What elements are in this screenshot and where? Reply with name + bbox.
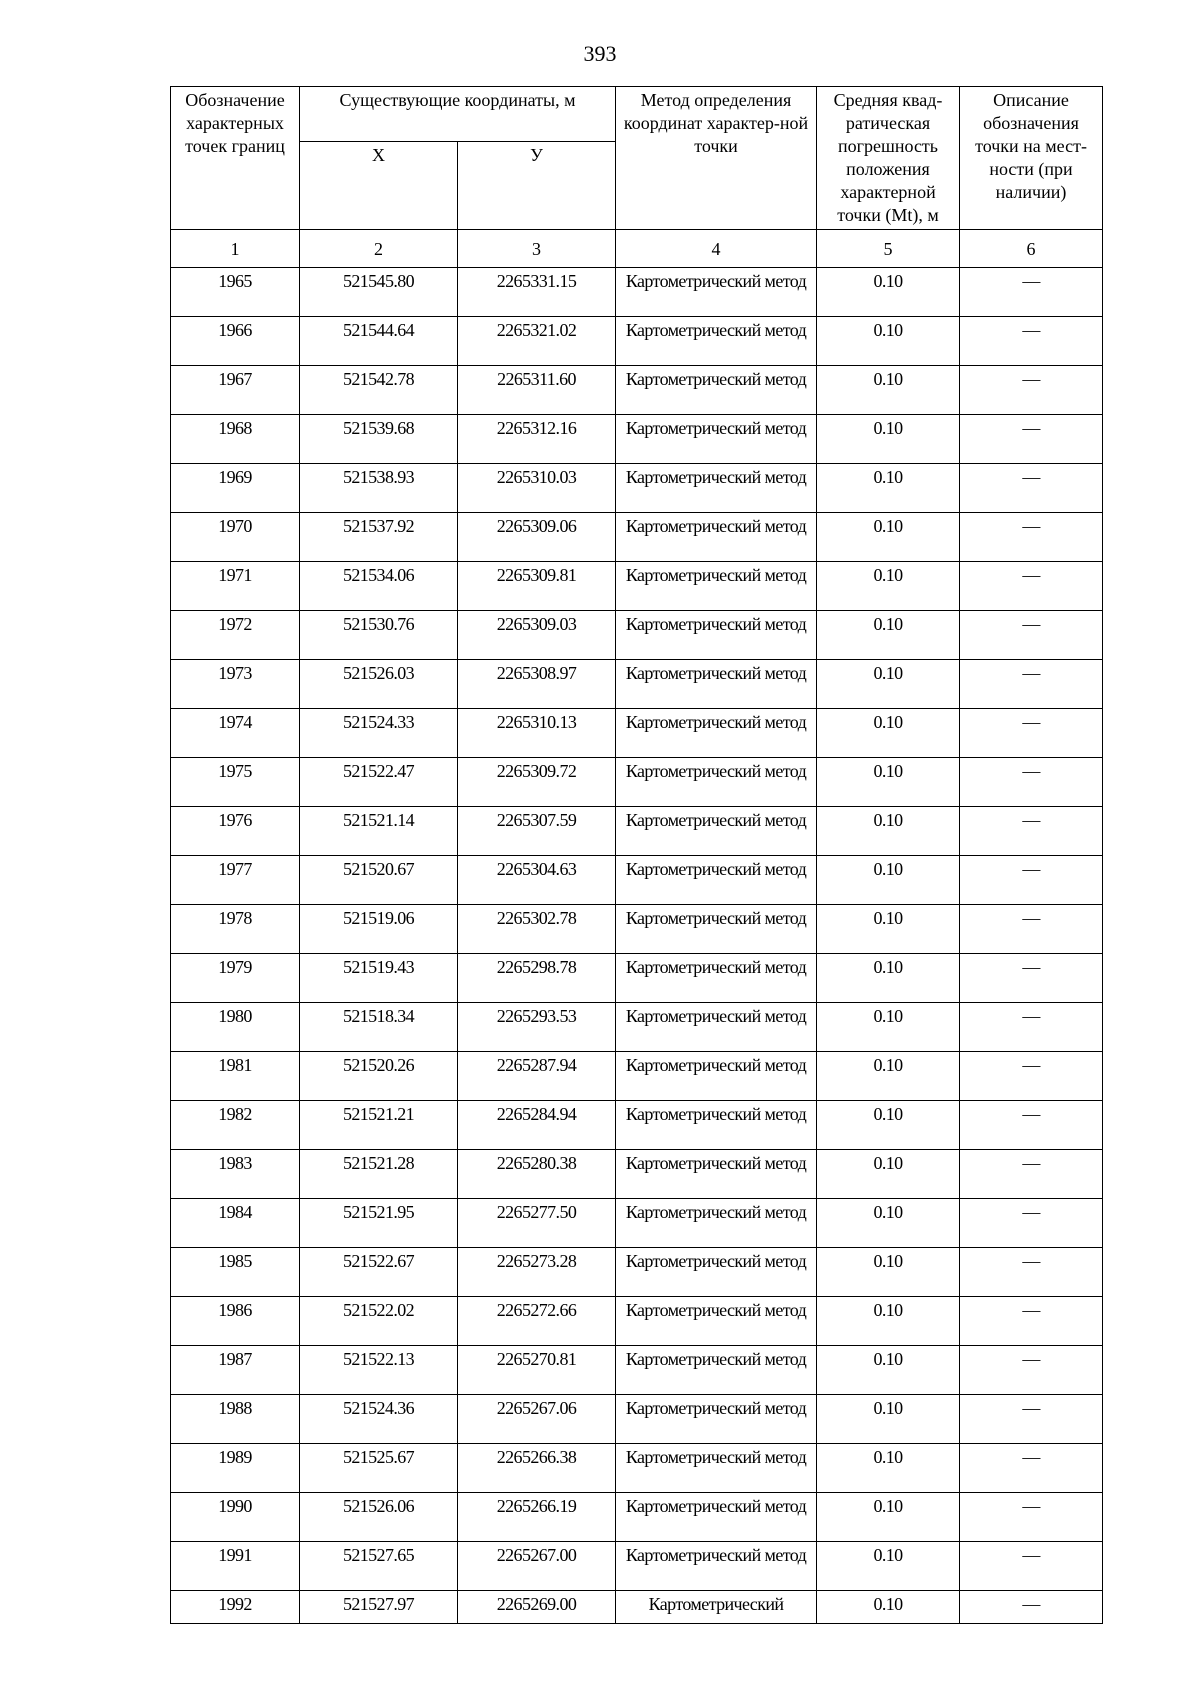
- point-id-cell: 1989: [171, 1444, 300, 1493]
- y-coordinate-cell: 2265298.78: [458, 954, 616, 1003]
- y-coordinate-cell: 2265273.28: [458, 1248, 616, 1297]
- x-coordinate-cell: 521521.95: [300, 1199, 458, 1248]
- error-cell: 0.10: [817, 268, 960, 317]
- method-cell: Картометрический метод: [616, 415, 817, 464]
- description-cell: —: [960, 905, 1103, 954]
- point-id-cell: 1992: [171, 1591, 300, 1624]
- method-cell: Картометрический метод: [616, 611, 817, 660]
- x-coordinate-cell: 521524.33: [300, 709, 458, 758]
- method-cell: Картометрический метод: [616, 856, 817, 905]
- method-cell: Картометрический метод: [616, 562, 817, 611]
- table-row: [171, 856, 1103, 905]
- point-id-cell: 1966: [171, 317, 300, 366]
- description-cell: —: [960, 856, 1103, 905]
- description-cell: —: [960, 1150, 1103, 1199]
- header-y: У: [458, 142, 616, 230]
- x-coordinate-cell: 521539.68: [300, 415, 458, 464]
- x-coordinate-cell: 521521.28: [300, 1150, 458, 1199]
- method-cell: Картометрический метод: [616, 1101, 817, 1150]
- error-cell: 0.10: [817, 464, 960, 513]
- y-coordinate-cell: 2265267.06: [458, 1395, 616, 1444]
- x-coordinate-cell: 521542.78: [300, 366, 458, 415]
- description-cell: —: [960, 1199, 1103, 1248]
- method-cell: Картометрический метод: [616, 1346, 817, 1395]
- column-number: 1: [171, 230, 300, 268]
- point-id-cell: 1979: [171, 954, 300, 1003]
- y-coordinate-cell: 2265266.38: [458, 1444, 616, 1493]
- y-coordinate-cell: 2265309.72: [458, 758, 616, 807]
- x-coordinate-cell: 521534.06: [300, 562, 458, 611]
- x-coordinate-cell: 521525.67: [300, 1444, 458, 1493]
- x-coordinate-cell: 521544.64: [300, 317, 458, 366]
- description-cell: —: [960, 562, 1103, 611]
- method-cell: Картометрический метод: [616, 1395, 817, 1444]
- table-row: [171, 709, 1103, 758]
- description-cell: —: [960, 1591, 1103, 1624]
- y-coordinate-cell: 2265310.13: [458, 709, 616, 758]
- x-coordinate-cell: 521520.67: [300, 856, 458, 905]
- table-row: [171, 1297, 1103, 1346]
- method-cell: Картометрический метод: [616, 464, 817, 513]
- description-cell: —: [960, 758, 1103, 807]
- table-row: [171, 464, 1103, 513]
- y-coordinate-cell: 2265280.38: [458, 1150, 616, 1199]
- description-cell: —: [960, 464, 1103, 513]
- x-coordinate-cell: 521545.80: [300, 268, 458, 317]
- description-cell: —: [960, 1297, 1103, 1346]
- y-coordinate-cell: 2265277.50: [458, 1199, 616, 1248]
- table-row: [171, 562, 1103, 611]
- description-cell: —: [960, 954, 1103, 1003]
- error-cell: 0.10: [817, 611, 960, 660]
- error-cell: 0.10: [817, 1493, 960, 1542]
- table-row: [171, 758, 1103, 807]
- x-coordinate-cell: 521522.13: [300, 1346, 458, 1395]
- error-cell: 0.10: [817, 1248, 960, 1297]
- point-id-cell: 1972: [171, 611, 300, 660]
- point-id-cell: 1980: [171, 1003, 300, 1052]
- x-coordinate-cell: 521537.92: [300, 513, 458, 562]
- error-cell: 0.10: [817, 856, 960, 905]
- method-cell: Картометрический метод: [616, 1444, 817, 1493]
- column-number: 4: [616, 230, 817, 268]
- error-cell: 0.10: [817, 366, 960, 415]
- error-cell: 0.10: [817, 415, 960, 464]
- table-row: [171, 1150, 1103, 1199]
- y-coordinate-cell: 2265269.00: [458, 1591, 616, 1624]
- description-cell: —: [960, 1248, 1103, 1297]
- y-coordinate-cell: 2265267.00: [458, 1542, 616, 1591]
- y-coordinate-cell: 2265321.02: [458, 317, 616, 366]
- error-cell: 0.10: [817, 1591, 960, 1624]
- header-coordinates: Существующие координаты, м: [300, 87, 616, 142]
- description-cell: —: [960, 1395, 1103, 1444]
- x-coordinate-cell: 521526.03: [300, 660, 458, 709]
- error-cell: 0.10: [817, 1297, 960, 1346]
- table-row: [171, 1101, 1103, 1150]
- description-cell: —: [960, 317, 1103, 366]
- description-cell: —: [960, 1101, 1103, 1150]
- column-number: 6: [960, 230, 1103, 268]
- x-coordinate-cell: 521521.14: [300, 807, 458, 856]
- method-cell: Картометрический метод: [616, 1542, 817, 1591]
- y-coordinate-cell: 2265307.59: [458, 807, 616, 856]
- description-cell: —: [960, 1542, 1103, 1591]
- point-id-cell: 1969: [171, 464, 300, 513]
- description-cell: —: [960, 1052, 1103, 1101]
- error-cell: 0.10: [817, 513, 960, 562]
- point-id-cell: 1991: [171, 1542, 300, 1591]
- y-coordinate-cell: 2265331.15: [458, 268, 616, 317]
- description-cell: —: [960, 660, 1103, 709]
- description-cell: —: [960, 1493, 1103, 1542]
- point-id-cell: 1977: [171, 856, 300, 905]
- y-coordinate-cell: 2265312.16: [458, 415, 616, 464]
- method-cell: Картометрический метод: [616, 366, 817, 415]
- point-id-cell: 1973: [171, 660, 300, 709]
- error-cell: 0.10: [817, 758, 960, 807]
- y-coordinate-cell: 2265308.97: [458, 660, 616, 709]
- error-cell: 0.10: [817, 1199, 960, 1248]
- error-cell: 0.10: [817, 1003, 960, 1052]
- point-id-cell: 1987: [171, 1346, 300, 1395]
- error-cell: 0.10: [817, 1052, 960, 1101]
- x-coordinate-cell: 521522.47: [300, 758, 458, 807]
- description-cell: —: [960, 513, 1103, 562]
- page-number: 393: [583, 41, 617, 66]
- table-row: [171, 1395, 1103, 1444]
- table-row: [171, 660, 1103, 709]
- table-row: [171, 1444, 1103, 1493]
- description-cell: —: [960, 709, 1103, 758]
- point-id-cell: 1983: [171, 1150, 300, 1199]
- error-cell: 0.10: [817, 562, 960, 611]
- description-cell: —: [960, 415, 1103, 464]
- table-row: [171, 268, 1103, 317]
- table-header: [171, 87, 1103, 268]
- table-row: [171, 1052, 1103, 1101]
- description-cell: —: [960, 268, 1103, 317]
- table-row: [171, 366, 1103, 415]
- y-coordinate-cell: 2265310.03: [458, 464, 616, 513]
- method-cell: Картометрический метод: [616, 905, 817, 954]
- description-cell: —: [960, 1003, 1103, 1052]
- error-cell: 0.10: [817, 1444, 960, 1493]
- error-cell: 0.10: [817, 1542, 960, 1591]
- y-coordinate-cell: 2265309.03: [458, 611, 616, 660]
- y-coordinate-cell: 2265272.66: [458, 1297, 616, 1346]
- error-cell: 0.10: [817, 807, 960, 856]
- x-coordinate-cell: 521522.02: [300, 1297, 458, 1346]
- error-cell: 0.10: [817, 1150, 960, 1199]
- method-cell: Картометрический метод: [616, 1493, 817, 1542]
- table-row: [171, 1003, 1103, 1052]
- method-cell: Картометрический метод: [616, 1003, 817, 1052]
- table-row: [171, 317, 1103, 366]
- x-coordinate-cell: 521524.36: [300, 1395, 458, 1444]
- error-cell: 0.10: [817, 905, 960, 954]
- table-row: [171, 807, 1103, 856]
- y-coordinate-cell: 2265309.06: [458, 513, 616, 562]
- y-coordinate-cell: 2265304.63: [458, 856, 616, 905]
- y-coordinate-cell: 2265311.60: [458, 366, 616, 415]
- error-cell: 0.10: [817, 317, 960, 366]
- x-coordinate-cell: 521521.21: [300, 1101, 458, 1150]
- y-coordinate-cell: 2265287.94: [458, 1052, 616, 1101]
- method-cell: Картометрический метод: [616, 807, 817, 856]
- table-row: [171, 1493, 1103, 1542]
- x-coordinate-cell: 521526.06: [300, 1493, 458, 1542]
- header-x: Х: [300, 142, 458, 230]
- table-row: [171, 954, 1103, 1003]
- description-cell: —: [960, 1346, 1103, 1395]
- column-number: 2: [300, 230, 458, 268]
- x-coordinate-cell: 521538.93: [300, 464, 458, 513]
- description-cell: —: [960, 366, 1103, 415]
- method-cell: Картометрический метод: [616, 513, 817, 562]
- x-coordinate-cell: 521519.43: [300, 954, 458, 1003]
- method-cell: Картометрический метод: [616, 1297, 817, 1346]
- method-cell: Картометрический метод: [616, 1052, 817, 1101]
- x-coordinate-cell: 521522.67: [300, 1248, 458, 1297]
- method-cell: Картометрический метод: [616, 1150, 817, 1199]
- point-id-cell: 1967: [171, 366, 300, 415]
- table-row: [171, 1591, 1103, 1624]
- table-row: [171, 1199, 1103, 1248]
- x-coordinate-cell: 521520.26: [300, 1052, 458, 1101]
- point-id-cell: 1982: [171, 1101, 300, 1150]
- table-body: [171, 268, 1103, 1624]
- error-cell: 0.10: [817, 1395, 960, 1444]
- method-cell: Картометрический: [616, 1591, 817, 1624]
- description-cell: —: [960, 1444, 1103, 1493]
- coordinates-table: [170, 86, 1103, 1624]
- method-cell: Картометрический метод: [616, 1199, 817, 1248]
- point-id-cell: 1988: [171, 1395, 300, 1444]
- x-coordinate-cell: 521530.76: [300, 611, 458, 660]
- column-numbers-row: [171, 230, 1103, 268]
- point-id-cell: 1975: [171, 758, 300, 807]
- description-cell: —: [960, 611, 1103, 660]
- point-id-cell: 1981: [171, 1052, 300, 1101]
- table-row: [171, 1248, 1103, 1297]
- point-id-cell: 1974: [171, 709, 300, 758]
- column-number: 5: [817, 230, 960, 268]
- point-id-cell: 1985: [171, 1248, 300, 1297]
- header-method: Метод определения координат характер-ной точки: [616, 87, 817, 230]
- point-id-cell: 1970: [171, 513, 300, 562]
- method-cell: Картометрический метод: [616, 317, 817, 366]
- error-cell: 0.10: [817, 1101, 960, 1150]
- y-coordinate-cell: 2265266.19: [458, 1493, 616, 1542]
- y-coordinate-cell: 2265293.53: [458, 1003, 616, 1052]
- error-cell: 0.10: [817, 954, 960, 1003]
- description-cell: —: [960, 807, 1103, 856]
- x-coordinate-cell: 521518.34: [300, 1003, 458, 1052]
- column-number: 3: [458, 230, 616, 268]
- point-id-cell: 1990: [171, 1493, 300, 1542]
- error-cell: 0.10: [817, 660, 960, 709]
- y-coordinate-cell: 2265270.81: [458, 1346, 616, 1395]
- header-description: Описание обозначения точки на мест-ности (при наличии): [960, 87, 1103, 230]
- header-designation: Обозначение характерных точек границ: [171, 87, 300, 230]
- table-row: [171, 1542, 1103, 1591]
- method-cell: Картометрический метод: [616, 1248, 817, 1297]
- table-row: [171, 611, 1103, 660]
- table-row: [171, 1346, 1103, 1395]
- method-cell: Картометрический метод: [616, 268, 817, 317]
- header-error: Средняя квад-ратическая погрешность положения характерной точки (Mt), м: [817, 87, 960, 230]
- method-cell: Картометрический метод: [616, 709, 817, 758]
- point-id-cell: 1986: [171, 1297, 300, 1346]
- table-row: [171, 905, 1103, 954]
- error-cell: 0.10: [817, 1346, 960, 1395]
- y-coordinate-cell: 2265309.81: [458, 562, 616, 611]
- table-row: [171, 513, 1103, 562]
- method-cell: Картометрический метод: [616, 660, 817, 709]
- point-id-cell: 1976: [171, 807, 300, 856]
- method-cell: Картометрический метод: [616, 758, 817, 807]
- x-coordinate-cell: 521519.06: [300, 905, 458, 954]
- y-coordinate-cell: 2265284.94: [458, 1101, 616, 1150]
- point-id-cell: 1984: [171, 1199, 300, 1248]
- point-id-cell: 1978: [171, 905, 300, 954]
- x-coordinate-cell: 521527.97: [300, 1591, 458, 1624]
- point-id-cell: 1965: [171, 268, 300, 317]
- y-coordinate-cell: 2265302.78: [458, 905, 616, 954]
- method-cell: Картометрический метод: [616, 954, 817, 1003]
- x-coordinate-cell: 521527.65: [300, 1542, 458, 1591]
- point-id-cell: 1971: [171, 562, 300, 611]
- table-row: [171, 415, 1103, 464]
- error-cell: 0.10: [817, 709, 960, 758]
- point-id-cell: 1968: [171, 415, 300, 464]
